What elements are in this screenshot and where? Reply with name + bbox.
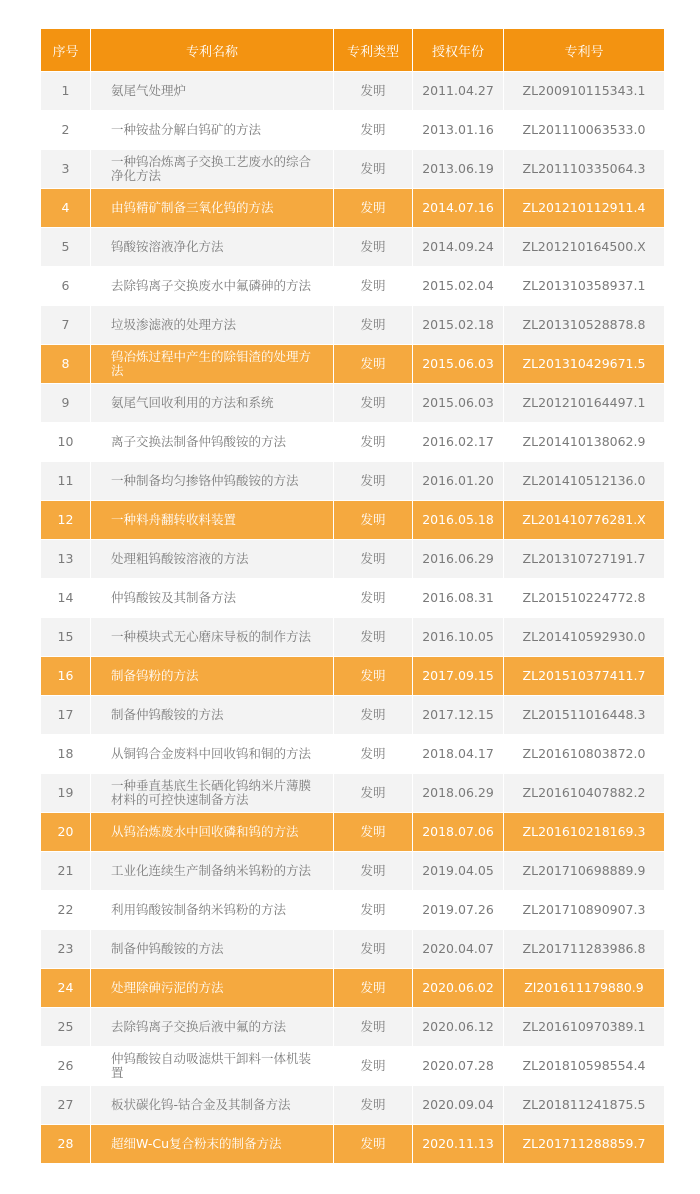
table-row bbox=[41, 384, 665, 423]
cell-patent-no: ZL201610970389.1 bbox=[504, 1008, 665, 1047]
cell-type: 发明 bbox=[334, 852, 413, 891]
cell-name: 一种料舟翻转收料装置 bbox=[91, 501, 334, 540]
cell-name: 去除钨离子交换后液中氟的方法 bbox=[91, 1008, 334, 1047]
table-row bbox=[41, 267, 665, 306]
cell-no: 8 bbox=[41, 345, 91, 384]
cell-type: 发明 bbox=[334, 696, 413, 735]
cell-date: 2013.06.19 bbox=[413, 150, 504, 189]
cell-date: 2015.02.18 bbox=[413, 306, 504, 345]
cell-no: 28 bbox=[41, 1125, 91, 1164]
cell-no: 6 bbox=[41, 267, 91, 306]
table-row bbox=[41, 111, 665, 150]
cell-type: 发明 bbox=[334, 423, 413, 462]
table-row bbox=[41, 813, 665, 852]
cell-type: 发明 bbox=[334, 774, 413, 813]
header-name: 专利名称 bbox=[91, 29, 334, 72]
cell-patent-no: ZL201710698889.9 bbox=[504, 852, 665, 891]
cell-patent-no: ZL201210164497.1 bbox=[504, 384, 665, 423]
cell-patent-no: ZL201811241875.5 bbox=[504, 1086, 665, 1125]
cell-date: 2017.09.15 bbox=[413, 657, 504, 696]
table-row bbox=[41, 969, 665, 1008]
table-row bbox=[41, 1047, 665, 1086]
cell-date: 2016.08.31 bbox=[413, 579, 504, 618]
cell-name: 钨酸铵溶液净化方法 bbox=[91, 228, 334, 267]
cell-patent-no: ZL200910115343.1 bbox=[504, 72, 665, 111]
cell-name: 利用钨酸铵制备纳米钨粉的方法 bbox=[91, 891, 334, 930]
cell-date: 2016.05.18 bbox=[413, 501, 504, 540]
cell-patent-no: ZL201110063533.0 bbox=[504, 111, 665, 150]
cell-name: 去除钨离子交换废水中氟磷砷的方法 bbox=[91, 267, 334, 306]
cell-name: 处理粗钨酸铵溶液的方法 bbox=[91, 540, 334, 579]
cell-date: 2015.06.03 bbox=[413, 345, 504, 384]
cell-type: 发明 bbox=[334, 579, 413, 618]
cell-date: 2017.12.15 bbox=[413, 696, 504, 735]
cell-no: 26 bbox=[41, 1047, 91, 1086]
table-row bbox=[41, 774, 665, 813]
cell-type: 发明 bbox=[334, 267, 413, 306]
cell-patent-no: ZL201110335064.3 bbox=[504, 150, 665, 189]
cell-type: 发明 bbox=[334, 540, 413, 579]
cell-name: 从钨冶炼废水中回收磷和钨的方法 bbox=[91, 813, 334, 852]
cell-patent-no: ZL201610803872.0 bbox=[504, 735, 665, 774]
cell-no: 12 bbox=[41, 501, 91, 540]
cell-type: 发明 bbox=[334, 813, 413, 852]
cell-date: 2020.09.04 bbox=[413, 1086, 504, 1125]
cell-no: 9 bbox=[41, 384, 91, 423]
cell-name: 氨尾气回收利用的方法和系统 bbox=[91, 384, 334, 423]
cell-type: 发明 bbox=[334, 1008, 413, 1047]
table-row bbox=[41, 150, 665, 189]
cell-no: 25 bbox=[41, 1008, 91, 1047]
header-type: 专利类型 bbox=[334, 29, 413, 72]
cell-patent-no: ZL201810598554.4 bbox=[504, 1047, 665, 1086]
cell-no: 27 bbox=[41, 1086, 91, 1125]
cell-patent-no: ZL201210112911.4 bbox=[504, 189, 665, 228]
cell-date: 2020.07.28 bbox=[413, 1047, 504, 1086]
cell-name: 钨冶炼过程中产生的除钼渣的处理方法 bbox=[91, 345, 334, 384]
table-row bbox=[41, 72, 665, 111]
cell-no: 19 bbox=[41, 774, 91, 813]
cell-no: 23 bbox=[41, 930, 91, 969]
cell-date: 2011.04.27 bbox=[413, 72, 504, 111]
cell-date: 2016.06.29 bbox=[413, 540, 504, 579]
cell-date: 2016.02.17 bbox=[413, 423, 504, 462]
cell-patent-no: ZL201511016448.3 bbox=[504, 696, 665, 735]
cell-date: 2015.02.04 bbox=[413, 267, 504, 306]
cell-no: 13 bbox=[41, 540, 91, 579]
table-row bbox=[41, 423, 665, 462]
cell-patent-no: ZL201610218169.3 bbox=[504, 813, 665, 852]
table-row bbox=[41, 1008, 665, 1047]
cell-name: 板状碳化钨-钴合金及其制备方法 bbox=[91, 1086, 334, 1125]
cell-patent-no: ZL201711288859.7 bbox=[504, 1125, 665, 1164]
cell-date: 2020.11.13 bbox=[413, 1125, 504, 1164]
cell-type: 发明 bbox=[334, 384, 413, 423]
cell-type: 发明 bbox=[334, 1125, 413, 1164]
table-body bbox=[41, 72, 665, 1164]
cell-name: 制备钨粉的方法 bbox=[91, 657, 334, 696]
cell-name: 从铜钨合金废料中回收钨和铜的方法 bbox=[91, 735, 334, 774]
cell-name: 离子交换法制备仲钨酸铵的方法 bbox=[91, 423, 334, 462]
cell-name: 仲钨酸铵及其制备方法 bbox=[91, 579, 334, 618]
header-patent-no: 专利号 bbox=[504, 29, 665, 72]
cell-name: 由钨精矿制备三氧化钨的方法 bbox=[91, 189, 334, 228]
table-row bbox=[41, 345, 665, 384]
cell-date: 2016.10.05 bbox=[413, 618, 504, 657]
table-row bbox=[41, 618, 665, 657]
table-row bbox=[41, 696, 665, 735]
cell-type: 发明 bbox=[334, 150, 413, 189]
cell-type: 发明 bbox=[334, 111, 413, 150]
cell-date: 2019.04.05 bbox=[413, 852, 504, 891]
cell-name: 超细W-Cu复合粉末的制备方法 bbox=[91, 1125, 334, 1164]
table-row bbox=[41, 540, 665, 579]
cell-name: 制备仲钨酸铵的方法 bbox=[91, 696, 334, 735]
cell-no: 1 bbox=[41, 72, 91, 111]
cell-type: 发明 bbox=[334, 345, 413, 384]
cell-patent-no: ZL201711283986.8 bbox=[504, 930, 665, 969]
cell-date: 2013.01.16 bbox=[413, 111, 504, 150]
cell-patent-no: ZL201510377411.7 bbox=[504, 657, 665, 696]
cell-type: 发明 bbox=[334, 1047, 413, 1086]
cell-type: 发明 bbox=[334, 1086, 413, 1125]
cell-no: 21 bbox=[41, 852, 91, 891]
cell-type: 发明 bbox=[334, 189, 413, 228]
cell-date: 2018.06.29 bbox=[413, 774, 504, 813]
cell-no: 10 bbox=[41, 423, 91, 462]
table-row bbox=[41, 852, 665, 891]
header-no: 序号 bbox=[41, 29, 91, 72]
cell-date: 2018.04.17 bbox=[413, 735, 504, 774]
table-row bbox=[41, 891, 665, 930]
cell-patent-no: ZL201410592930.0 bbox=[504, 618, 665, 657]
cell-date: 2016.01.20 bbox=[413, 462, 504, 501]
table-row bbox=[41, 189, 665, 228]
cell-date: 2020.06.02 bbox=[413, 969, 504, 1008]
cell-name: 工业化连续生产制备纳米钨粉的方法 bbox=[91, 852, 334, 891]
cell-no: 15 bbox=[41, 618, 91, 657]
cell-type: 发明 bbox=[334, 735, 413, 774]
cell-name: 制备仲钨酸铵的方法 bbox=[91, 930, 334, 969]
cell-no: 11 bbox=[41, 462, 91, 501]
cell-type: 发明 bbox=[334, 501, 413, 540]
cell-patent-no: ZL201710890907.3 bbox=[504, 891, 665, 930]
cell-patent-no: ZL201210164500.X bbox=[504, 228, 665, 267]
cell-date: 2018.07.06 bbox=[413, 813, 504, 852]
cell-patent-no: Zl201611179880.9 bbox=[504, 969, 665, 1008]
cell-name: 一种制备均匀掺铬仲钨酸铵的方法 bbox=[91, 462, 334, 501]
cell-no: 16 bbox=[41, 657, 91, 696]
cell-type: 发明 bbox=[334, 969, 413, 1008]
patent-table bbox=[40, 28, 665, 1163]
cell-type: 发明 bbox=[334, 462, 413, 501]
cell-patent-no: ZL201310429671.5 bbox=[504, 345, 665, 384]
cell-date: 2014.07.16 bbox=[413, 189, 504, 228]
header-date: 授权年份 bbox=[413, 29, 504, 72]
table-row bbox=[41, 501, 665, 540]
cell-type: 发明 bbox=[334, 306, 413, 345]
cell-patent-no: ZL201410138062.9 bbox=[504, 423, 665, 462]
cell-no: 24 bbox=[41, 969, 91, 1008]
cell-name: 一种垂直基底生长硒化钨纳米片薄膜材料的可控快速制备方法 bbox=[91, 774, 334, 813]
cell-no: 7 bbox=[41, 306, 91, 345]
cell-no: 2 bbox=[41, 111, 91, 150]
cell-no: 17 bbox=[41, 696, 91, 735]
cell-name: 一种模块式无心磨床导板的制作方法 bbox=[91, 618, 334, 657]
cell-type: 发明 bbox=[334, 930, 413, 969]
cell-patent-no: ZL201610407882.2 bbox=[504, 774, 665, 813]
table-row bbox=[41, 735, 665, 774]
cell-type: 发明 bbox=[334, 891, 413, 930]
cell-date: 2019.07.26 bbox=[413, 891, 504, 930]
cell-patent-no: ZL201510224772.8 bbox=[504, 579, 665, 618]
table-row bbox=[41, 1125, 665, 1164]
cell-name: 氨尾气处理炉 bbox=[91, 72, 334, 111]
cell-patent-no: ZL201310727191.7 bbox=[504, 540, 665, 579]
table-row bbox=[41, 462, 665, 501]
cell-date: 2014.09.24 bbox=[413, 228, 504, 267]
cell-name: 处理除砷污泥的方法 bbox=[91, 969, 334, 1008]
patent-table-container bbox=[40, 28, 664, 1163]
table-row bbox=[41, 306, 665, 345]
cell-name: 垃圾渗滤液的处理方法 bbox=[91, 306, 334, 345]
cell-no: 14 bbox=[41, 579, 91, 618]
table-row bbox=[41, 579, 665, 618]
cell-no: 18 bbox=[41, 735, 91, 774]
cell-date: 2020.04.07 bbox=[413, 930, 504, 969]
table-row bbox=[41, 930, 665, 969]
cell-type: 发明 bbox=[334, 72, 413, 111]
cell-patent-no: ZL201410776281.X bbox=[504, 501, 665, 540]
cell-patent-no: ZL201310528878.8 bbox=[504, 306, 665, 345]
header-row bbox=[41, 29, 665, 72]
table-header bbox=[41, 29, 665, 72]
cell-patent-no: ZL201310358937.1 bbox=[504, 267, 665, 306]
cell-name: 一种铵盐分解白钨矿的方法 bbox=[91, 111, 334, 150]
cell-no: 22 bbox=[41, 891, 91, 930]
table-row bbox=[41, 657, 665, 696]
cell-name: 一种钨冶炼离子交换工艺废水的综合净化方法 bbox=[91, 150, 334, 189]
cell-no: 4 bbox=[41, 189, 91, 228]
cell-date: 2015.06.03 bbox=[413, 384, 504, 423]
cell-patent-no: ZL201410512136.0 bbox=[504, 462, 665, 501]
cell-type: 发明 bbox=[334, 657, 413, 696]
cell-name: 仲钨酸铵自动吸滤烘干卸料一体机装置 bbox=[91, 1047, 334, 1086]
cell-no: 20 bbox=[41, 813, 91, 852]
cell-no: 5 bbox=[41, 228, 91, 267]
cell-type: 发明 bbox=[334, 228, 413, 267]
cell-date: 2020.06.12 bbox=[413, 1008, 504, 1047]
table-row bbox=[41, 228, 665, 267]
cell-no: 3 bbox=[41, 150, 91, 189]
cell-type: 发明 bbox=[334, 618, 413, 657]
table-row bbox=[41, 1086, 665, 1125]
